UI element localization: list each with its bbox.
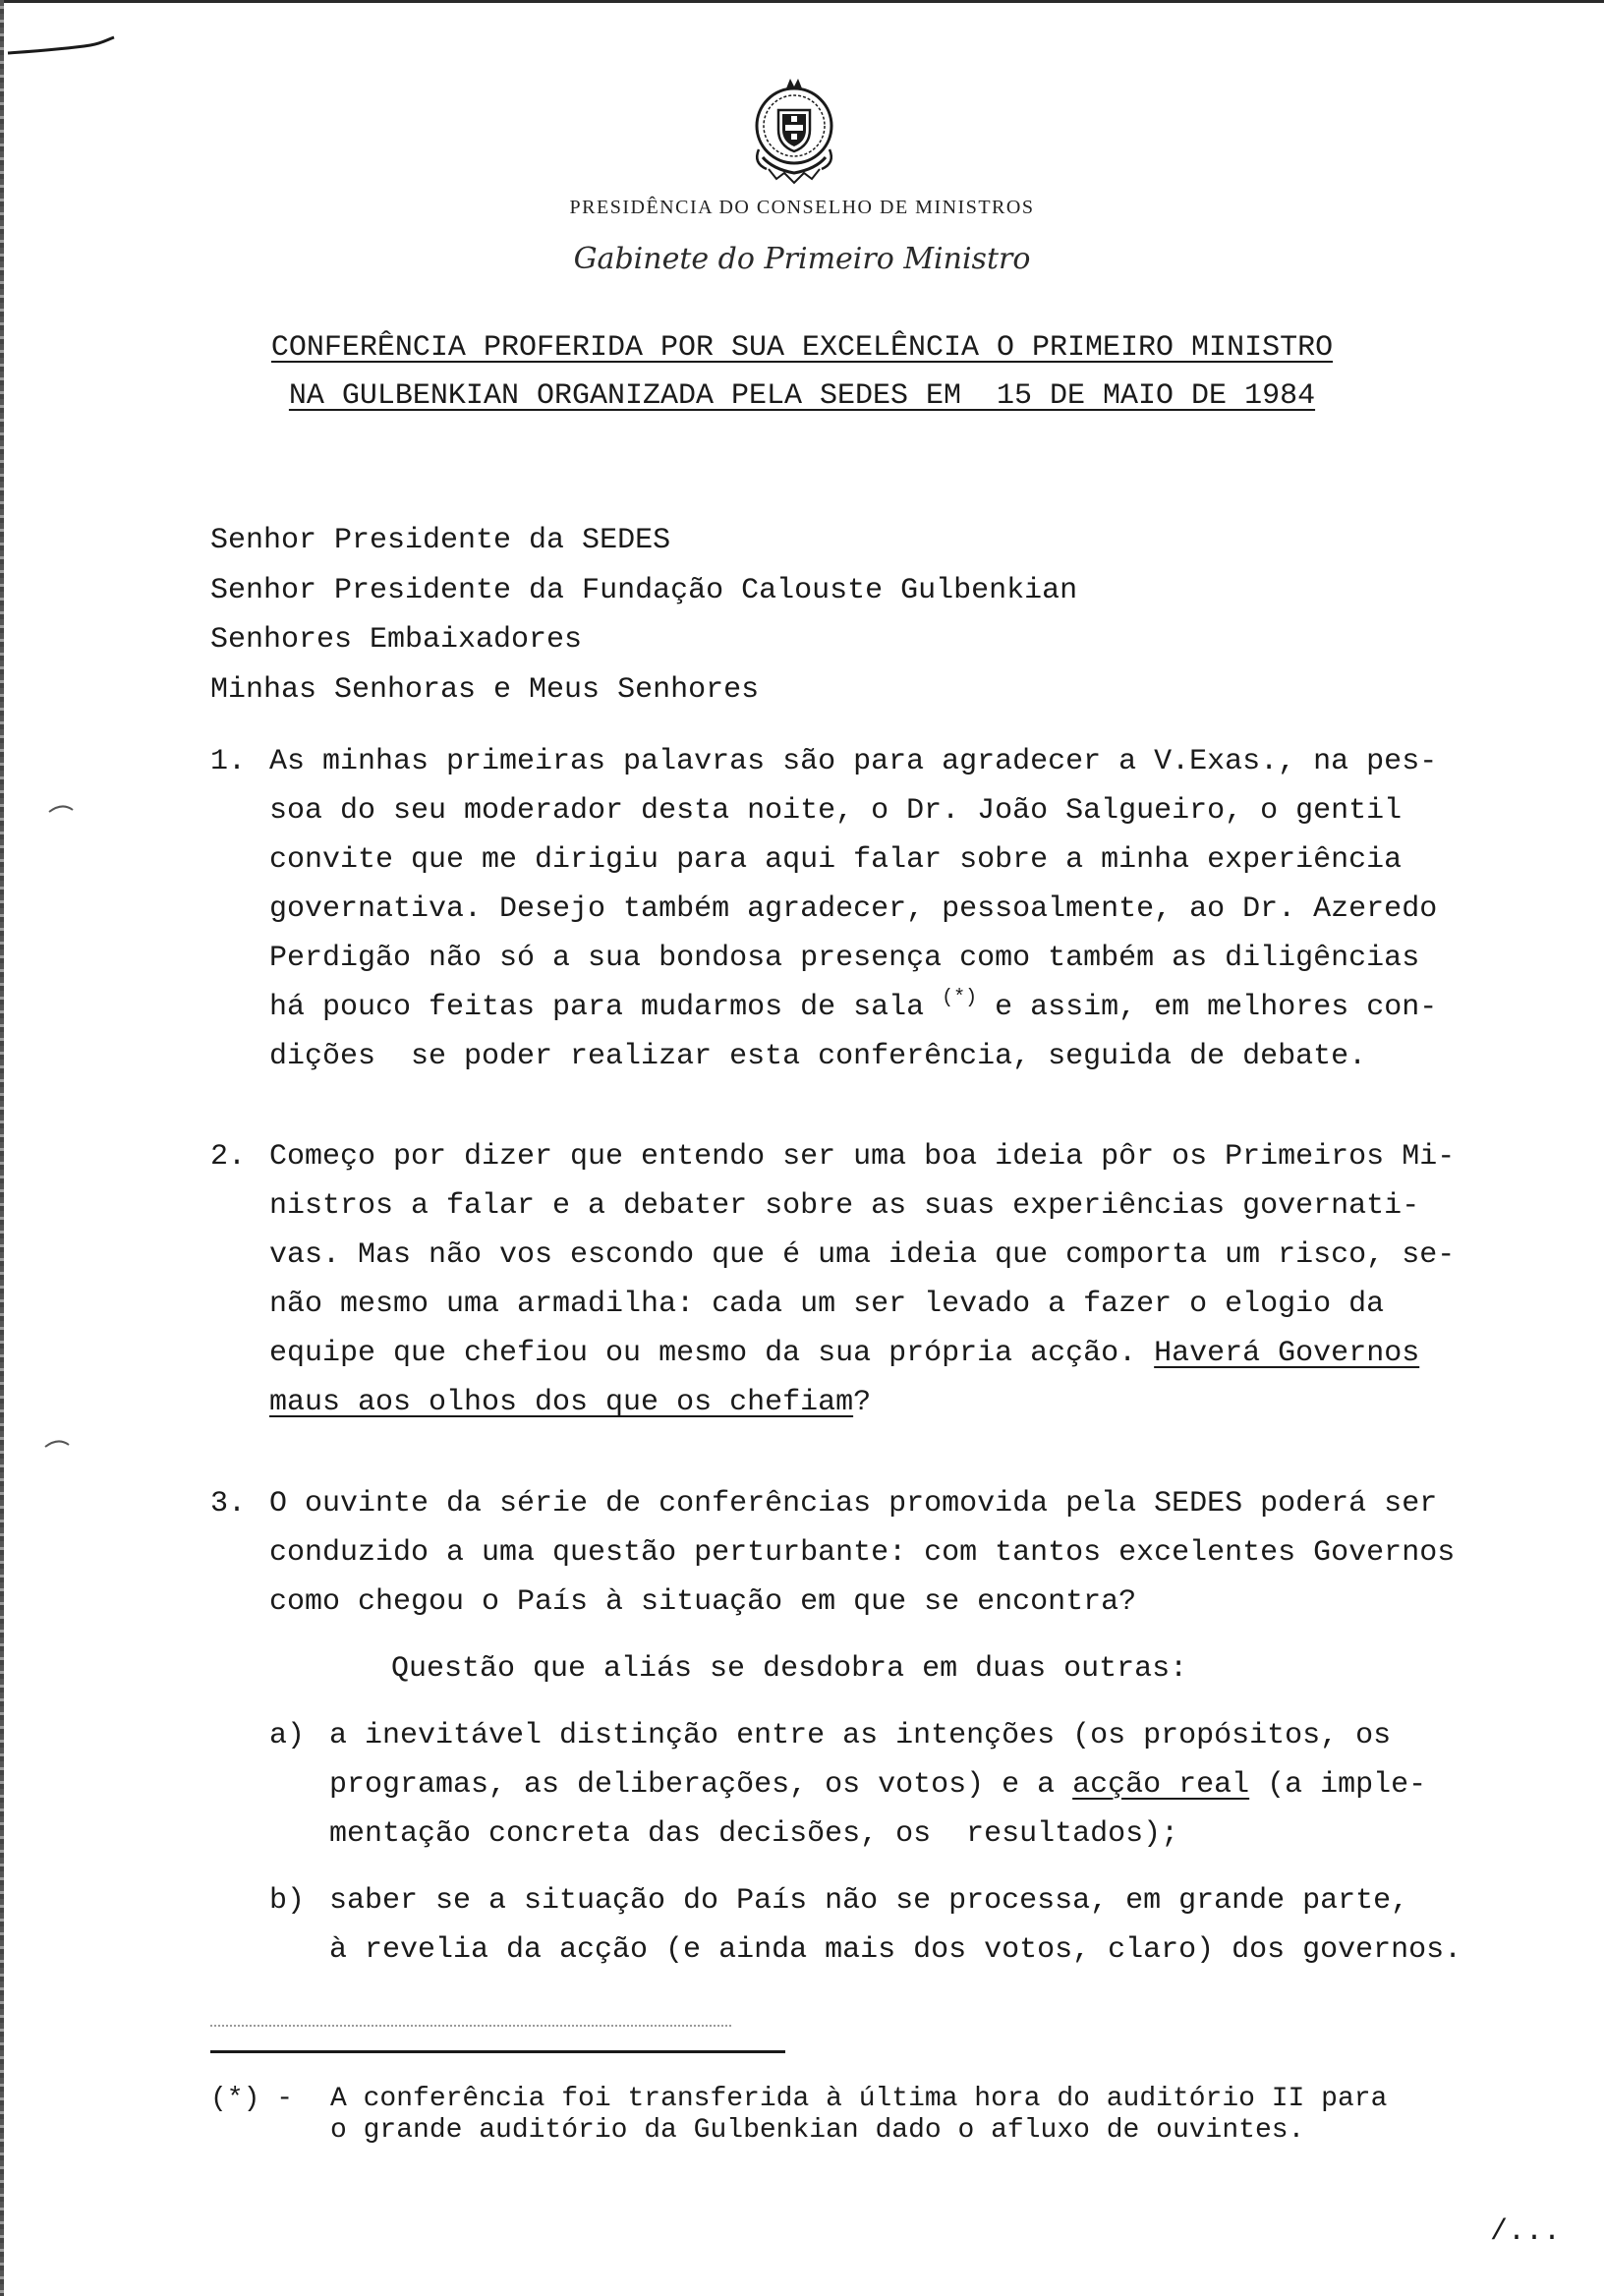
- coat-of-arms-emblem: [733, 71, 855, 193]
- salutation-line: Senhores Embaixadores: [210, 623, 583, 657]
- paragraph-2-line: não mesmo uma armadilha: cada um ser levado a fazer o elogio da: [269, 1288, 1385, 1321]
- list-item-a-line: programas, as deliberações, os votos) e a acção real (a imple-: [329, 1768, 1427, 1802]
- underlined-phrase: maus aos olhos dos que os chefiam: [269, 1386, 854, 1419]
- letterhead-gabinete: Gabinete do Primeiro Ministro: [573, 242, 1031, 276]
- footnote-text-line: o grande auditório da Gulbenkian dado o afluxo de ouvintes.: [330, 2115, 1305, 2146]
- paragraph-2-line: nistros a falar e a debater sobre as suas experiências governati-: [269, 1189, 1420, 1223]
- paragraph-1-line: soa do seu moderador desta noite, o Dr. João Salgueiro, o gentil: [269, 794, 1403, 828]
- margin-tick-mark: [47, 802, 77, 816]
- paragraph-3-intro: Questão que aliás se desdobra em duas outras:: [391, 1652, 1188, 1686]
- paragraph-number: 1.: [210, 745, 247, 778]
- paragraph-number: 3.: [210, 1487, 247, 1521]
- footnote-reference: (*): [942, 987, 978, 1009]
- page-continuation-mark: /...: [1490, 2215, 1562, 2249]
- list-item-a-line: mentação concreta das decisões, os resultados);: [329, 1817, 1179, 1851]
- paragraph-2-line: equipe que chefiou ou mesmo da sua própria acção. Haverá Governos: [269, 1337, 1420, 1370]
- document-title-line-2: NA GULBENKIAN ORGANIZADA PELA SEDES EM 15 DE MAIO DE 1984: [288, 379, 1316, 413]
- paragraph-3-line: conduzido a uma questão perturbante: com tantos excelentes Governos: [269, 1536, 1456, 1570]
- paragraph-2-line: Começo por dizer que entendo ser uma boa ideia pôr os Primeiros Mi-: [269, 1140, 1456, 1174]
- underlined-phrase: acção real: [1072, 1768, 1250, 1802]
- paragraph-number: 2.: [210, 1140, 247, 1174]
- salutation-line: Minhas Senhoras e Meus Senhores: [210, 673, 760, 707]
- paragraph-2-line: maus aos olhos dos que os chefiam?: [269, 1386, 872, 1419]
- document-title-line-1: CONFERÊNCIA PROFERIDA POR SUA EXCELÊNCIA O PRIMEIRO MINISTRO: [270, 331, 1334, 365]
- paragraph-1-line: governativa. Desejo também agradecer, pessoalmente, ao Dr. Azeredo: [269, 892, 1438, 926]
- underlined-phrase: Haverá Governos: [1154, 1337, 1420, 1370]
- list-item-label: b): [269, 1884, 306, 1918]
- list-item-label: a): [269, 1719, 306, 1752]
- paragraph-1-line: convite que me dirigiu para aqui falar sobre a minha experiência: [269, 843, 1403, 877]
- list-item-b-line: à revelia da acção (e ainda mais dos votos, claro) dos governos.: [329, 1933, 1462, 1967]
- footnote-marker: (*) -: [210, 2084, 294, 2114]
- paragraph-1-line: dições se poder realizar esta conferência, seguida de debate.: [269, 1040, 1367, 1073]
- paragraph-1-line: Perdigão não só a sua bondosa presença como também as diligências: [269, 942, 1420, 975]
- margin-tick-mark: [43, 1437, 73, 1451]
- list-item-a-line: a inevitável distinção entre as intenções (os propósitos, os: [329, 1719, 1392, 1752]
- footnote-text-line: A conferência foi transferida à última hora do auditório II para: [330, 2084, 1388, 2114]
- paragraph-2-line: vas. Mas não vos escondo que é uma ideia que comporta um risco, se-: [269, 1238, 1456, 1272]
- page-top-border: [0, 0, 1604, 3]
- footnote-separator: [210, 2050, 785, 2053]
- salutation-line: Senhor Presidente da Fundação Calouste Gulbenkian: [210, 574, 1078, 607]
- letterhead-presidencia: PRESIDÊNCIA DO CONSELHO DE MINISTROS: [569, 197, 1035, 218]
- salutation-line: Senhor Presidente da SEDES: [210, 524, 671, 557]
- pen-stroke-mark: [6, 35, 116, 57]
- paragraph-1-line: As minhas primeiras palavras são para agradecer a V.Exas., na pes-: [269, 745, 1438, 778]
- footnote-dotted-rule: [210, 2025, 731, 2027]
- paragraph-3-line: O ouvinte da série de conferências promovida pela SEDES poderá ser: [269, 1487, 1438, 1521]
- paragraph-1-line: há pouco feitas para mudarmos de sala (*) e assim, em melhores con-: [269, 987, 1438, 1024]
- list-item-b-line: saber se a situação do País não se processa, em grande parte,: [329, 1884, 1409, 1918]
- paragraph-3-line: como chegou o País à situação em que se encontra?: [269, 1585, 1137, 1619]
